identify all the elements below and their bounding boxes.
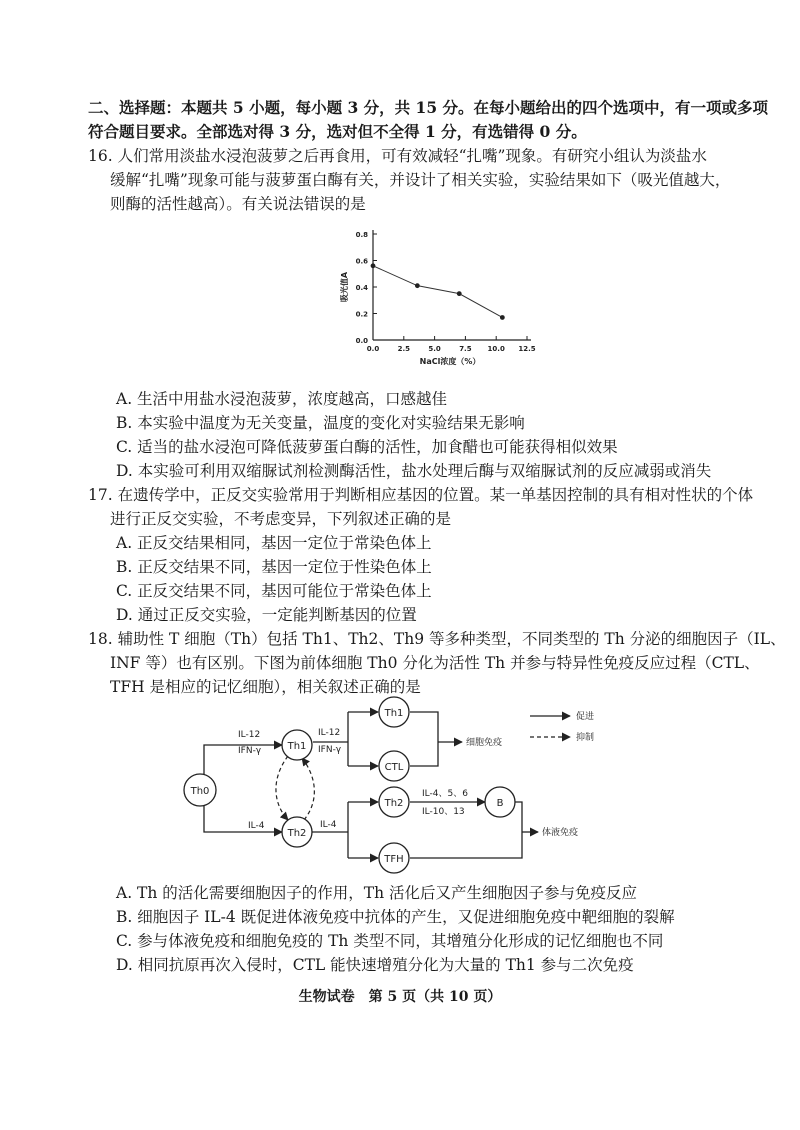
label-cell-immunity: 细胞免疫 [466,738,503,748]
x-tick-label: 0.0 [366,345,380,353]
cell-th1-effector: Th1 [384,708,404,719]
data-point [371,263,376,268]
x-tick-label: 5.0 [428,345,441,353]
y-tick-label: 0.6 [355,257,368,266]
y-tick-label: 0.2 [355,310,368,319]
x-axis-label: NaCl浓度（%） [419,357,481,366]
q18-option-d: D. 相同抗原再次入侵时，CTL 能快速增殖分化为大量的 Th1 参与二次免疫 [116,956,634,974]
label-il12-a: IL-12 [238,730,261,740]
q16-stem-line2: 缓解“扎嘴”现象可能与菠萝蛋白酶有关，并设计了相关实验，实验结果如下（吸光值越大， [110,171,731,189]
x-tick-label: 2.5 [397,345,411,353]
y-tick-label: 0.8 [355,231,368,239]
q17-stem-line1: 17. 在遗传学中，正反交实验常用于判断相应基因的位置。某一单基因控制的具有相对性状的个体 [88,486,754,504]
q16-option-a: A. 生活中用盐水浸泡菠萝，浓度越高，口感越佳 [116,390,448,408]
section-heading-line2: 符合题目要求。全部选对得 3 分，选对但不全得 1 分，有选错得 0 分。 [88,122,587,141]
data-point [500,315,505,320]
q16-option-b: B. 本实验中温度为无关变量，温度的变化对实验结果无影响 [116,414,525,432]
q16-stem-line1: 16. 人们常用淡盐水浸泡菠萝之后再食用，可有效减轻“扎嘴”现象。有研究小组认为淡盐水 [88,147,707,165]
label-ifn-a: IFN-γ [238,746,262,756]
q17-option-a: A. 正反交结果相同，基因一定位于常染色体上 [116,534,432,552]
data-point [457,291,462,296]
cell-th2: Th2 [287,828,307,839]
data-point [415,283,420,288]
q17-option-b: B. 正反交结果不同，基因一定位于性染色体上 [116,558,432,576]
q16-option-d: D. 本实验可利用双缩脲试剂检测酶活性，盐水处理后酶与双缩脲试剂的反应减弱或消失 [116,462,712,480]
q18-option-c: C. 参与体液免疫和细胞免疫的 Th 类型不同，其增殖分化形成的记忆细胞也不同 [116,932,664,950]
legend-promote: 促进 [576,712,595,722]
label-il4-a: IL-4 [248,821,265,831]
q18-stem-line2: INF 等）也有区别。下图为前体细胞 Th0 分化为活性 Th 并参与特异性免疫反应过程（CTL、 [110,654,760,672]
cell-b: B [496,798,504,809]
q18-stem-line3: TFH 是相应的记忆细胞），相关叙述正确的是 [110,678,421,696]
section-heading-line1: 二、选择题：本题共 5 小题，每小题 3 分，共 15 分。在每小题给出的四个选项中，有一项或多项 [88,98,769,117]
y-tick-label: 0.0 [355,337,368,345]
cell-th1: Th1 [287,741,307,752]
data-series-line [373,266,502,318]
label-il4-b: IL-4 [320,820,337,830]
label-ifn-b: IFN-γ [318,745,342,755]
q16-stem-line3: 则酶的活性越高）。有关说法错误的是 [110,195,366,213]
label-il1013: IL-10、13 [422,807,465,817]
nacl-absorbance-chart [335,222,555,382]
q18-stem-line1: 18. 辅助性 T 细胞（Th）包括 Th1、Th2、Th9 等多种类型，不同类型的 Th 分泌的细胞因子（IL、 [88,630,786,648]
cell-ctl: CTL [384,762,404,773]
x-tick-label: 12.5 [518,345,536,353]
y-tick-label: 0.4 [355,284,368,292]
page-footer: 生物试卷 第 5 页（共 10 页） [298,989,502,1005]
legend-inhibit: 抑制 [576,733,595,743]
cell-th0: Th0 [190,786,210,797]
cell-tfh: TFH [384,854,404,865]
q17-option-c: C. 正反交结果不同，基因可能位于常染色体上 [116,582,432,600]
q17-option-d: D. 通过正反交实验，一定能判断基因的位置 [116,606,417,624]
q18-option-b: B. 细胞因子 IL-4 既促进体液免疫中抗体的产生，又促进细胞免疫中靶细胞的裂解 [116,908,675,926]
x-tick-label: 7.5 [459,345,472,353]
label-il456: IL-4、5、6 [422,789,468,799]
label-il12-b: IL-12 [318,728,341,738]
y-axis-label: 吸光值A [340,271,349,303]
x-tick-label: 10.0 [487,345,505,353]
th-differentiation-diagram [170,690,630,880]
q17-stem-line2: 进行正反交实验，不考虑变异，下列叙述正确的是 [110,510,452,528]
q18-option-a: A. Th 的活化需要细胞因子的作用，Th 活化后又产生细胞因子参与免疫反应 [116,884,638,902]
cell-th2-effector: Th2 [384,798,404,809]
q16-option-c: C. 适当的盐水浸泡可降低菠萝蛋白酶的活性，加食醋也可能获得相似效果 [116,438,618,456]
label-humoral-immunity: 体液免疫 [542,828,579,838]
